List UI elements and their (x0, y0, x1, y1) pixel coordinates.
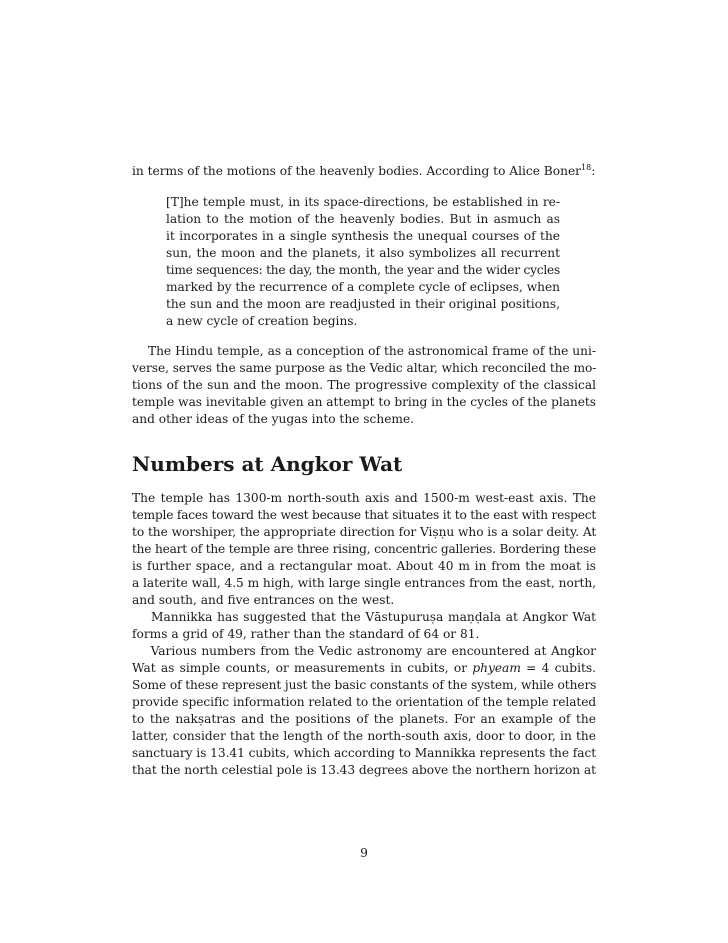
paragraph-line: and south, and five entrances on the west. (132, 593, 395, 607)
page-number: 9 (360, 846, 368, 860)
paragraph-line: and other ideas of the yugas into the scheme. (132, 412, 415, 426)
footnote-mark: 18 (581, 163, 592, 172)
paragraph-line: a laterite wall, 4.5 m high, with large single entrances from the east, north, (132, 576, 596, 590)
italic-term: phyeam (472, 661, 521, 675)
quote-line: marked by the recurrence of a complete cycle of eclipses, when (166, 280, 560, 294)
paragraph-line: temple faces toward the west because that situates it to the east with respect (132, 508, 596, 522)
paragraph-line: is further space, and a rectangular moat. About 40 m in from the moat is (132, 559, 596, 573)
text-run: Wat as simple counts, or measurements in cubits, or (132, 661, 473, 675)
paragraph-line: verse, serves the same purpose as the Vedic altar, which reconciled the mo- (132, 361, 597, 375)
section-heading: Numbers at Angkor Wat (132, 452, 403, 476)
paragraph-line: sanctuary is 13.41 cubits, which according to Mannikka represents the fact (132, 746, 597, 760)
paragraph-line: The temple has 1300-m north-south axis and 1500-m west-east axis. The (132, 491, 596, 505)
paragraph-line: temple was inevitable given an attempt to bring in the cycles of the planets (132, 395, 596, 409)
quote-line: lation to the motion of the heavenly bodies. But in asmuch as (166, 212, 560, 226)
paragraph-line: Various numbers from the Vedic astronomy are encountered at Angkor (132, 644, 596, 658)
paragraph-line: to the nakṣatras and the positions of the planets. For an example of the (132, 712, 596, 726)
intro-line (132, 163, 596, 180)
quote-line: [T]he temple must, in its space-directions, be established in re- (166, 195, 560, 209)
paragraph-line: forms a grid of 49, rather than the standard of 64 or 81. (132, 627, 480, 641)
quote-line: it incorporates in a single synthesis the unequal courses of the (166, 229, 560, 243)
intro-text: in terms of the motions of the heavenly bodies. According to Alice Boner (132, 164, 581, 178)
paragraph-line: provide specific information related to the orientation of the temple related (132, 695, 597, 709)
quote-line: time sequences: the day, the month, the year and the wider cycles (166, 263, 560, 277)
quote-line: the sun and the moon are readjusted in their original positions, (166, 297, 560, 311)
quote-line: a new cycle of creation begins. (166, 314, 358, 328)
paragraph-line: to the worshiper, the appropriate direction for Viṣṇu who is a solar deity. At (132, 525, 597, 539)
paragraph-line: latter, consider that the length of the north-south axis, door to door, in the (132, 729, 596, 743)
paragraph-line: tions of the sun and the moon. The progressive complexity of the classical (132, 378, 596, 392)
text-run: = 4 cubits. (520, 661, 596, 675)
paragraph-line: Some of these represent just the basic constants of the system, while others (132, 678, 597, 692)
paragraph-line: Mannikka has suggested that the Vāstupuruṣa maṇḍala at Angkor Wat (132, 610, 596, 624)
quote-line: sun, the moon and the planets, it also symbolizes all recurrent (166, 246, 560, 260)
paragraph-line: The Hindu temple, as a conception of the astronomical frame of the uni- (132, 344, 596, 358)
paragraph-line: the heart of the temple are three rising, concentric galleries. Bordering these (132, 542, 596, 556)
paragraph-line (132, 660, 596, 677)
intro-colon: : (591, 164, 596, 178)
paragraph-line: that the north celestial pole is 13.43 degrees above the northern horizon at (132, 763, 596, 777)
